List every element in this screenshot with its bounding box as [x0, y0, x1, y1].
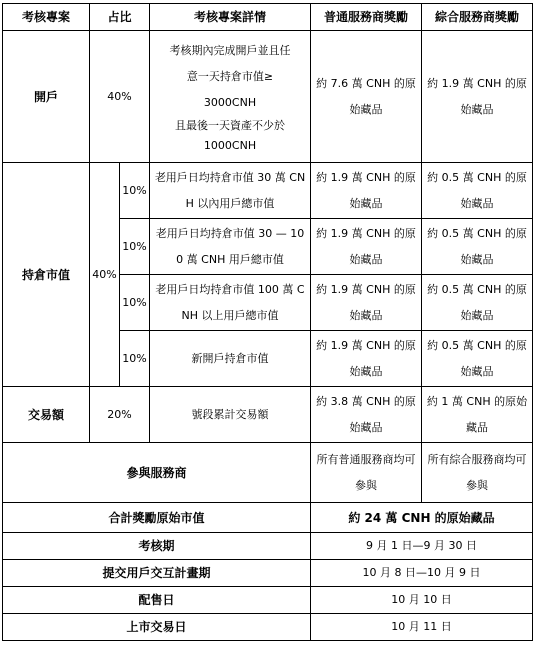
open-account-normal: 約 7.6 萬 CNH 的原始藏品 [311, 31, 422, 163]
table-row-participants [3, 443, 533, 503]
trade-comprehensive: 約 1 萬 CNH 的原始藏品 [422, 387, 533, 443]
open-account-ratio: 40% [90, 31, 150, 163]
holding-normal: 約 1.9 萬 CNH 的原始藏品 [311, 219, 422, 275]
table-row-open-account [3, 31, 533, 163]
header-comprehensive-reward: 綜合服務商獎勵 [422, 4, 533, 31]
open-account-detail-line: 考核期內完成開戶並且任 [169, 43, 291, 57]
open-account-detail [150, 31, 311, 163]
open-account-name: 開戶 [3, 31, 90, 163]
header-normal-reward: 普通服務商獎勵 [311, 4, 422, 31]
summary-value: 9 月 1 日—9 月 30 日 [311, 533, 533, 560]
trade-normal: 約 3.8 萬 CNH 的原始藏品 [311, 387, 422, 443]
table-row-holding [3, 163, 533, 219]
summary-label: 上市交易日 [3, 614, 311, 641]
summary-value: 10 月 11 日 [311, 614, 533, 641]
reward-table [2, 3, 533, 641]
summary-value: 10 月 8 日—10 月 9 日 [311, 560, 533, 587]
open-account-detail-line: 3000CNH [203, 95, 257, 109]
open-account-detail-line: 且最後一天資產不少於 [175, 118, 286, 132]
header-ratio: 占比 [90, 4, 150, 31]
holding-sub-ratio: 10% [120, 219, 150, 275]
header-detail: 考核專案詳情 [150, 4, 311, 31]
holding-name: 持倉市值 [3, 163, 90, 387]
holding-sub-ratio: 10% [120, 275, 150, 331]
table-row-trade [3, 387, 533, 443]
holding-sub-ratio: 10% [120, 331, 150, 387]
trade-ratio: 20% [90, 387, 150, 443]
holding-ratio: 40% [90, 163, 120, 387]
table-header-row [3, 4, 533, 31]
table-row-summary [3, 560, 533, 587]
summary-label: 合計獎勵原始市值 [3, 503, 311, 533]
table-row-summary [3, 503, 533, 533]
table-row-summary [3, 587, 533, 614]
holding-detail: 老用戶日均持倉市值 30 萬 CNH 以內用戶總市值 [150, 163, 311, 219]
summary-label: 考核期 [3, 533, 311, 560]
summary-label: 提交用戶交互計畫期 [3, 560, 311, 587]
holding-normal: 約 1.9 萬 CNH 的原始藏品 [311, 275, 422, 331]
summary-label: 配售日 [3, 587, 311, 614]
trade-detail: 號段累計交易額 [150, 387, 311, 443]
participants-comprehensive: 所有綜合服務商均可參與 [422, 443, 533, 503]
holding-detail: 新開戶持倉市值 [150, 331, 311, 387]
holding-comprehensive: 約 0.5 萬 CNH 的原始藏品 [422, 331, 533, 387]
holding-comprehensive: 約 0.5 萬 CNH 的原始藏品 [422, 163, 533, 219]
holding-comprehensive: 約 0.5 萬 CNH 的原始藏品 [422, 275, 533, 331]
trade-name: 交易額 [3, 387, 90, 443]
holding-comprehensive: 約 0.5 萬 CNH 的原始藏品 [422, 219, 533, 275]
header-item: 考核專案 [3, 4, 90, 31]
participants-label: 參與服務商 [3, 443, 311, 503]
open-account-detail-line: 意一天持倉市值≥ [186, 69, 274, 83]
holding-detail: 老用戶日均持倉市值 100 萬 CNH 以上用戶總市值 [150, 275, 311, 331]
open-account-detail-line: 1000CNH [203, 138, 257, 152]
table-row-summary [3, 614, 533, 641]
holding-detail: 老用戶日均持倉市值 30 — 100 萬 CNH 用戶總市值 [150, 219, 311, 275]
holding-sub-ratio: 10% [120, 163, 150, 219]
participants-normal: 所有普通服務商均可參與 [311, 443, 422, 503]
holding-normal: 約 1.9 萬 CNH 的原始藏品 [311, 163, 422, 219]
open-account-comprehensive: 約 1.9 萬 CNH 的原始藏品 [422, 31, 533, 163]
holding-normal: 約 1.9 萬 CNH 的原始藏品 [311, 331, 422, 387]
summary-value: 10 月 10 日 [311, 587, 533, 614]
table-row-summary [3, 533, 533, 560]
summary-value: 約 24 萬 CNH 的原始藏品 [311, 503, 533, 533]
